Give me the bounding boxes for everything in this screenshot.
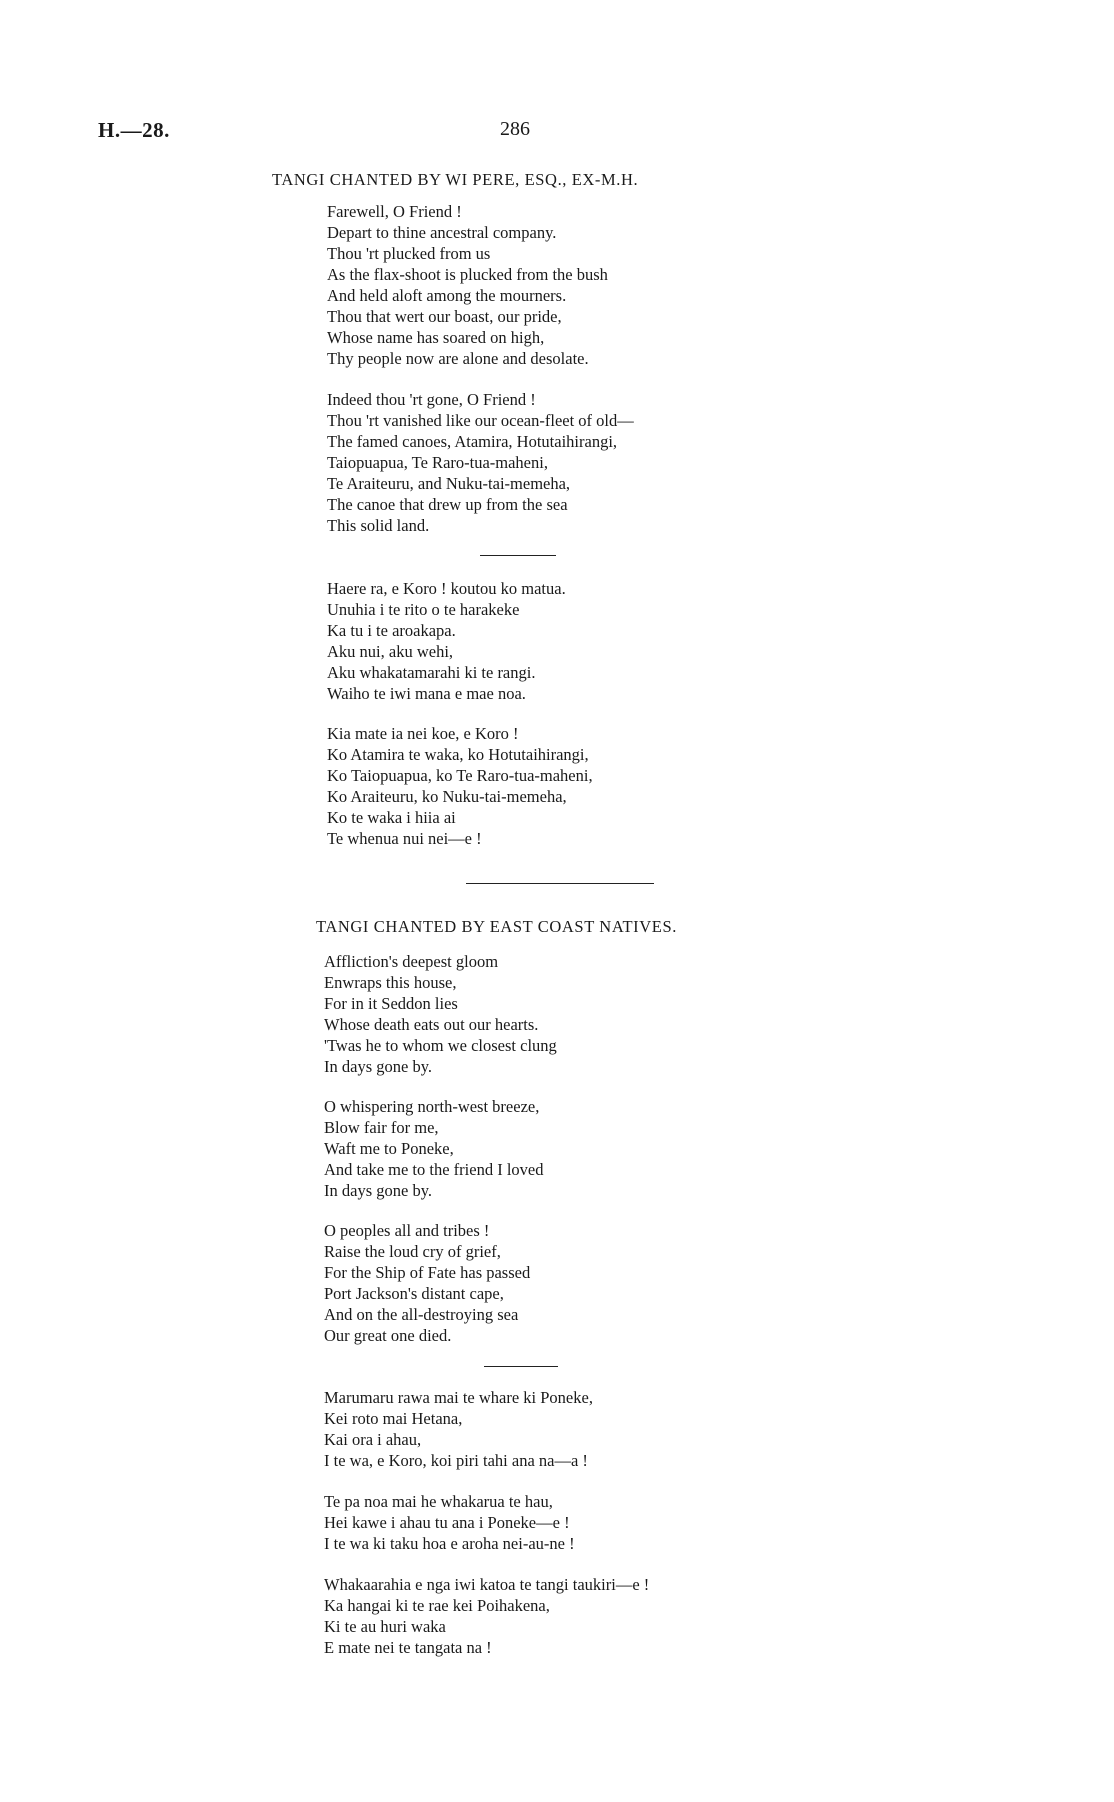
- verse-line: Thou that wert our boast, our pride,: [327, 307, 562, 326]
- verse-line: Farewell, O Friend !: [327, 202, 462, 221]
- verse-line: And on the all-destroying sea: [324, 1305, 519, 1324]
- verse-line: Hei kawe i ahau tu ana i Poneke—e !: [324, 1513, 570, 1532]
- verse-line: E mate nei te tangata na !: [324, 1638, 492, 1657]
- verse-line: This solid land.: [327, 516, 430, 535]
- verse-line: Indeed thou 'rt gone, O Friend !: [327, 390, 536, 409]
- verse-line: Ko Taiopuapua, ko Te Raro-tua-maheni,: [327, 766, 593, 785]
- verse-line: For in it Seddon lies: [324, 994, 458, 1013]
- section1-maori-stanza-1: [327, 578, 566, 704]
- verse-line: Ka hangai ki te rae kei Poihakena,: [324, 1596, 550, 1615]
- verse-line: Our great one died.: [324, 1326, 452, 1345]
- verse-line: Whakaarahia e nga iwi katoa te tangi taukiri—e !: [324, 1575, 650, 1594]
- verse-line: Thy people now are alone and desolate.: [327, 349, 589, 368]
- section-divider-short: [484, 1366, 558, 1367]
- verse-line: The canoe that drew up from the sea: [327, 495, 568, 514]
- verse-line: O whispering north-west breeze,: [324, 1097, 540, 1116]
- verse-line: In days gone by.: [324, 1181, 432, 1200]
- verse-line: Te pa noa mai he whakarua te hau,: [324, 1492, 553, 1511]
- verse-line: Affliction's deepest gloom: [324, 952, 499, 971]
- section2-maori-stanza-1: [324, 1387, 593, 1471]
- verse-line: Marumaru rawa mai te whare ki Poneke,: [324, 1388, 593, 1407]
- section1-maori-stanza-2: [327, 723, 593, 849]
- section-divider-short: [480, 555, 556, 556]
- verse-line: O peoples all and tribes !: [324, 1221, 490, 1240]
- verse-line: Raise the loud cry of grief,: [324, 1242, 501, 1261]
- verse-line: Kia mate ia nei koe, e Koro !: [327, 724, 519, 743]
- verse-line: Enwraps this house,: [324, 973, 457, 992]
- verse-line: In days gone by.: [324, 1057, 432, 1076]
- verse-line: Whose death eats out our hearts.: [324, 1015, 539, 1034]
- verse-line: Aku whakatamarahi ki te rangi.: [327, 663, 536, 682]
- verse-line: Waiho te iwi mana e mae noa.: [327, 684, 526, 703]
- section2-english-stanza-1: [324, 951, 557, 1077]
- verse-line: And held aloft among the mourners.: [327, 286, 567, 305]
- page-number: 286: [500, 118, 530, 140]
- verse-line: I te wa, e Koro, koi piri tahi ana na—a !: [324, 1451, 588, 1470]
- section1-english-stanza-1: [327, 201, 608, 369]
- document-reference: H.—28.: [98, 118, 170, 142]
- verse-line: As the flax-shoot is plucked from the bush: [327, 265, 608, 284]
- verse-line: I te wa ki taku hoa e aroha nei-au-ne !: [324, 1534, 575, 1553]
- verse-line: Ko te waka i hiia ai: [327, 808, 456, 827]
- verse-line: Kai ora i ahau,: [324, 1430, 422, 1449]
- verse-line: Thou 'rt plucked from us: [327, 244, 491, 263]
- verse-line: And take me to the friend I loved: [324, 1160, 544, 1179]
- verse-line: Unuhia i te rito o te harakeke: [327, 600, 520, 619]
- verse-line: Waft me to Poneke,: [324, 1139, 454, 1158]
- section2-maori-stanza-2: [324, 1491, 575, 1554]
- verse-line: For the Ship of Fate has passed: [324, 1263, 531, 1282]
- section2-maori-stanza-3: [324, 1574, 649, 1658]
- section1-heading: TANGI CHANTED BY WI PERE, ESQ., EX-M.H.: [272, 170, 639, 189]
- verse-line: The famed canoes, Atamira, Hotutaihirangi,: [327, 432, 618, 451]
- verse-line: Depart to thine ancestral company.: [327, 223, 557, 242]
- verse-line: Thou 'rt vanished like our ocean-fleet of old—: [327, 411, 634, 430]
- verse-line: 'Twas he to whom we closest clung: [324, 1036, 557, 1055]
- verse-line: Te whenua nui nei—e !: [327, 829, 482, 848]
- section2-english-stanza-3: [324, 1220, 530, 1346]
- section2-heading: TANGI CHANTED BY EAST COAST NATIVES.: [316, 917, 677, 936]
- verse-line: Whose name has soared on high,: [327, 328, 545, 347]
- verse-line: Blow fair for me,: [324, 1118, 439, 1137]
- verse-line: Aku nui, aku wehi,: [327, 642, 454, 661]
- verse-line: Ki te au huri waka: [324, 1617, 446, 1636]
- section1-english-stanza-2: [327, 389, 634, 536]
- verse-line: Haere ra, e Koro ! koutou ko matua.: [327, 579, 566, 598]
- verse-line: Te Araiteuru, and Nuku-tai-memeha,: [327, 474, 571, 493]
- verse-line: Taiopuapua, Te Raro-tua-maheni,: [327, 453, 548, 472]
- verse-line: Ko Atamira te waka, ko Hotutaihirangi,: [327, 745, 589, 764]
- section2-english-stanza-2: [324, 1096, 543, 1201]
- section-divider-long: [466, 883, 654, 884]
- verse-line: Ko Araiteuru, ko Nuku-tai-memeha,: [327, 787, 567, 806]
- verse-line: Port Jackson's distant cape,: [324, 1284, 504, 1303]
- verse-line: Ka tu i te aroakapa.: [327, 621, 456, 640]
- verse-line: Kei roto mai Hetana,: [324, 1409, 463, 1428]
